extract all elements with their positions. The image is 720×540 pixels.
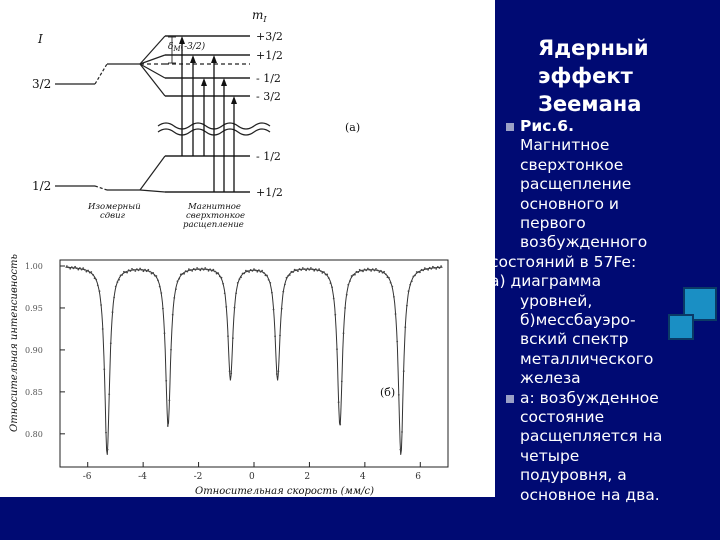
body-line: вский спектр: [520, 330, 629, 349]
data-point: [361, 270, 363, 272]
x-tick-label: 0: [249, 472, 255, 482]
x-tick-label: -4: [138, 472, 147, 482]
data-point: [302, 267, 304, 269]
data-point: [172, 314, 174, 316]
caption-left-2: сдвиг: [100, 211, 125, 221]
data-point: [396, 341, 398, 343]
data-point: [385, 273, 387, 275]
data-point: [225, 306, 227, 308]
data-point: [435, 268, 437, 270]
data-point: [274, 335, 276, 337]
data-point: [121, 274, 123, 276]
data-point: [346, 294, 348, 296]
bullet-marker: [506, 395, 514, 403]
data-point: [331, 286, 333, 288]
body-line: четыре: [520, 446, 580, 465]
data-point: [73, 268, 75, 270]
data-point: [240, 276, 242, 278]
data-point: [167, 425, 169, 427]
data-point: [212, 269, 214, 271]
data-point: [110, 342, 112, 344]
data-point: [307, 268, 309, 270]
data-point: [79, 267, 81, 269]
data-point: [221, 277, 223, 279]
data-point: [128, 269, 130, 271]
data-point: [409, 284, 411, 286]
data-point: [147, 269, 149, 271]
data-point: [162, 308, 164, 310]
data-point: [401, 431, 403, 433]
data-point: [393, 296, 395, 298]
data-point: [273, 309, 275, 311]
data-point: [359, 269, 361, 271]
data-point: [339, 423, 341, 425]
data-point: [144, 269, 146, 271]
data-point: [245, 270, 247, 272]
data-point: [383, 271, 385, 273]
data-point: [419, 271, 421, 273]
data-point: [372, 268, 374, 270]
data-point: [169, 400, 171, 402]
data-point: [248, 271, 250, 273]
y-tick-label: 1.00: [25, 262, 43, 271]
data-point: [256, 271, 258, 273]
data-point: [77, 269, 79, 271]
data-point: [84, 269, 86, 271]
data-point: [199, 269, 201, 271]
data-point: [173, 297, 175, 299]
data-point: [136, 268, 138, 270]
data-point: [99, 290, 101, 292]
data-point: [269, 282, 271, 284]
data-point: [362, 271, 364, 273]
level-diagram: [55, 36, 270, 192]
data-point: [281, 308, 283, 310]
data-point: [216, 273, 218, 275]
data-point: [325, 274, 327, 276]
data-point: [224, 293, 226, 295]
body-line: основного и: [520, 194, 620, 213]
x-tick-label: 6: [415, 472, 422, 482]
data-point: [310, 267, 312, 269]
data-point: [195, 269, 197, 271]
delta-label: $\delta_M(-3/2)$: [168, 42, 206, 53]
body-line: б)мессбауэро-: [520, 311, 636, 329]
body-line: уровней,: [520, 291, 593, 310]
data-point: [170, 349, 172, 351]
data-point: [130, 270, 132, 272]
data-point: [391, 286, 393, 288]
data-point: [413, 276, 415, 278]
data-point: [284, 284, 286, 286]
x-axis-title: Относительная скорость (мм/с): [195, 486, 374, 497]
data-point: [416, 271, 418, 273]
data-point: [235, 292, 237, 294]
data-point: [295, 269, 297, 271]
data-point: [336, 348, 338, 350]
data-point: [178, 278, 180, 280]
data-point: [112, 311, 114, 313]
data-point: [113, 297, 115, 299]
data-point: [403, 370, 405, 372]
data-point: [375, 268, 377, 270]
data-point: [261, 270, 263, 272]
data-point: [201, 268, 203, 270]
data-point: [92, 274, 94, 276]
data-point: [219, 276, 221, 278]
data-point: [395, 313, 397, 315]
data-point: [90, 271, 92, 273]
data-point: [242, 273, 244, 275]
data-point: [408, 290, 410, 292]
mI-level-3: - 3/2: [256, 90, 281, 103]
data-point: [344, 307, 346, 309]
y-axis-title: Относительная интенсивность: [9, 254, 20, 432]
data-point: [217, 272, 219, 274]
data-point: [352, 274, 354, 276]
data-point: [239, 278, 241, 280]
body-line: расщепляется на: [520, 427, 663, 446]
data-point: [357, 271, 359, 273]
data-point: [421, 269, 423, 271]
data-point: [367, 268, 369, 270]
data-point: [143, 270, 145, 272]
mI-level-1: +1/2: [256, 49, 283, 62]
slide-title: Ядерный эффект Зеемана: [538, 36, 649, 116]
data-point: [186, 271, 188, 273]
data-point: [247, 270, 249, 272]
data-point: [149, 271, 151, 273]
data-point: [318, 268, 320, 270]
data-point: [95, 279, 97, 281]
data-point: [286, 277, 288, 279]
data-point: [382, 272, 384, 274]
data-point: [134, 270, 136, 272]
data-point: [266, 275, 268, 277]
data-point: [81, 269, 83, 271]
data-point: [209, 268, 211, 270]
body-line: а) диаграмма: [490, 272, 602, 291]
data-point: [365, 270, 367, 272]
data-point: [406, 305, 408, 307]
y-tick-label: 0.90: [25, 345, 43, 355]
data-point: [308, 269, 310, 271]
data-point: [429, 267, 431, 269]
data-point: [347, 284, 349, 286]
data-point: [292, 271, 294, 273]
data-point: [68, 267, 70, 269]
decorative-square-small: [668, 314, 694, 340]
data-point: [237, 282, 239, 284]
data-point: [404, 326, 406, 328]
data-point: [432, 266, 434, 268]
mI-level-0: +3/2: [256, 30, 283, 43]
mossbauer-spectrum-chart: [9, 254, 448, 497]
data-point: [349, 280, 351, 282]
data-point: [422, 270, 424, 272]
data-point: [115, 286, 117, 288]
transition-arrows: [182, 40, 234, 192]
data-point: [380, 270, 382, 272]
data-point: [103, 368, 105, 370]
data-point: [437, 266, 439, 268]
data-point: [312, 268, 314, 270]
bullet-marker: [506, 123, 514, 131]
data-point: [278, 370, 280, 372]
data-point: [203, 269, 205, 271]
data-point: [440, 265, 442, 267]
data-point: [390, 282, 392, 284]
data-point: [320, 270, 322, 272]
data-point: [183, 273, 185, 275]
mI-level-2: - 1/2: [256, 72, 281, 85]
data-point: [118, 279, 120, 281]
data-point: [255, 269, 257, 271]
y-tick-label: 0.80: [25, 429, 43, 439]
data-point: [232, 337, 234, 339]
data-point: [76, 267, 78, 269]
data-point: [196, 267, 198, 269]
body-line: расщепление: [520, 175, 632, 194]
mI-header: $m_I$: [252, 8, 267, 24]
data-point: [120, 275, 122, 277]
data-point: [430, 268, 432, 270]
ground-spin-label: 1/2: [32, 179, 52, 193]
body-line: основное на два.: [520, 485, 660, 504]
data-point: [297, 270, 299, 272]
body-line: состояний в 57Fe:: [490, 252, 637, 271]
data-point: [131, 268, 133, 270]
data-point: [388, 277, 390, 279]
data-point: [299, 268, 301, 270]
data-point: [439, 267, 441, 269]
data-point: [66, 265, 68, 267]
data-point: [182, 273, 184, 275]
data-point: [105, 432, 107, 434]
data-point: [398, 394, 400, 396]
data-point: [152, 272, 154, 274]
data-point: [229, 370, 231, 372]
data-point: [138, 269, 140, 271]
data-point: [175, 288, 177, 290]
data-point: [414, 275, 416, 277]
data-point: [343, 332, 345, 334]
panel-a-label: (a): [345, 121, 361, 134]
data-point: [243, 273, 245, 275]
data-point: [126, 272, 128, 274]
x-tick-label: 2: [304, 472, 311, 482]
body-line: подуровня, а: [520, 466, 627, 485]
data-point: [377, 270, 379, 272]
data-point: [356, 271, 358, 273]
data-point: [198, 268, 200, 270]
mI-ground-1: +1/2: [256, 186, 283, 199]
data-point: [133, 269, 135, 271]
data-point: [313, 270, 315, 272]
data-point: [258, 269, 260, 271]
data-point: [265, 274, 267, 276]
data-point: [222, 283, 224, 285]
data-point: [164, 332, 166, 334]
data-point: [97, 285, 99, 287]
data-point: [177, 280, 179, 282]
data-point: [108, 393, 110, 395]
x-tick-label: -2: [193, 472, 203, 482]
y-tick-label: 0.85: [25, 387, 43, 397]
spin-I-label: I: [38, 32, 43, 46]
data-point: [185, 270, 187, 272]
data-point: [204, 267, 206, 269]
data-point: [165, 380, 167, 382]
data-point: [287, 275, 289, 277]
x-tick-label: -6: [82, 472, 92, 482]
data-point: [305, 269, 307, 271]
data-point: [434, 267, 436, 269]
data-point: [159, 286, 161, 288]
data-point: [276, 373, 278, 375]
body-line: железа: [520, 369, 581, 388]
data-point: [94, 277, 96, 279]
data-point: [74, 266, 76, 268]
data-point: [323, 271, 325, 273]
data-point: [107, 449, 109, 451]
caption-right-3: расщепление: [183, 220, 244, 230]
data-point: [338, 401, 340, 403]
caption-right-2: сверхтонкое: [186, 211, 245, 221]
data-point: [86, 271, 88, 273]
data-point: [253, 268, 255, 270]
data-point: [206, 269, 208, 271]
data-point: [417, 271, 419, 273]
data-point: [369, 269, 371, 271]
mI-ground-0: - 1/2: [256, 150, 281, 163]
data-point: [333, 298, 335, 300]
data-point: [117, 281, 119, 283]
data-point: [234, 307, 236, 309]
data-point: [193, 268, 195, 270]
data-point: [180, 274, 182, 276]
data-point: [321, 272, 323, 274]
data-point: [427, 269, 429, 271]
data-point: [252, 270, 254, 272]
data-point: [154, 275, 156, 277]
data-point: [282, 291, 284, 293]
data-point: [300, 269, 302, 271]
excited-spin-label: 3/2: [32, 77, 52, 91]
data-point: [334, 314, 336, 316]
data-point: [141, 269, 143, 271]
data-point: [426, 268, 428, 270]
data-point: [227, 335, 229, 337]
body-line: а: возбужденное: [520, 388, 659, 407]
data-point: [387, 276, 389, 278]
data-point: [370, 270, 372, 272]
data-point: [230, 373, 232, 375]
data-point: [157, 280, 159, 282]
caption-right-1: Магнитное: [188, 202, 241, 212]
data-point: [351, 275, 353, 277]
data-point: [102, 328, 104, 330]
data-point: [400, 449, 402, 451]
caption-left-1: Изомерный: [88, 202, 141, 212]
data-point: [378, 271, 380, 273]
body-line: состояние: [520, 408, 605, 426]
data-point: [188, 268, 190, 270]
data-point: [304, 268, 306, 270]
plot-frame: [60, 260, 448, 467]
data-point: [208, 270, 210, 272]
data-point: [87, 270, 89, 272]
data-point: [328, 277, 330, 279]
data-point: [139, 268, 141, 270]
data-point: [146, 270, 148, 272]
x-tick-label: 4: [359, 472, 366, 482]
data-point: [89, 272, 91, 274]
data-point: [156, 275, 158, 277]
data-point: [190, 269, 192, 271]
body-line: металлического: [520, 349, 654, 368]
data-point: [250, 269, 252, 271]
data-point: [364, 269, 366, 271]
data-point: [100, 304, 102, 306]
data-point: [354, 274, 356, 276]
data-point: [69, 268, 71, 270]
y-tick-label: 0.95: [25, 303, 43, 313]
data-point: [289, 274, 291, 276]
data-point: [268, 279, 270, 281]
data-point: [123, 271, 125, 273]
data-point: [263, 272, 265, 274]
data-point: [151, 273, 153, 275]
data-point: [341, 381, 343, 383]
data-point: [291, 271, 293, 273]
data-point: [191, 270, 193, 272]
data-point: [424, 267, 426, 269]
body-line: Рис.6.: [520, 117, 574, 135]
panel-b-label: (б): [380, 386, 396, 399]
data-point: [294, 269, 296, 271]
body-line: Магнитное: [520, 136, 610, 155]
body-line: первого: [520, 214, 586, 232]
data-point: [317, 270, 319, 272]
data-point: [260, 271, 262, 273]
data-point: [160, 292, 162, 294]
body-line: возбужденного: [520, 233, 648, 252]
data-point: [125, 271, 127, 273]
data-point: [271, 292, 273, 294]
data-point: [279, 335, 281, 337]
data-point: [330, 282, 332, 284]
data-point: [411, 280, 413, 282]
data-point: [71, 266, 73, 268]
data-point: [82, 267, 84, 269]
data-point: [326, 274, 328, 276]
spectrum-line: [66, 267, 443, 455]
data-point: [214, 271, 216, 273]
body-line: сверхтонкое: [520, 155, 624, 174]
data-point: [315, 268, 317, 270]
data-point: [374, 270, 376, 272]
data-point: [211, 270, 213, 272]
